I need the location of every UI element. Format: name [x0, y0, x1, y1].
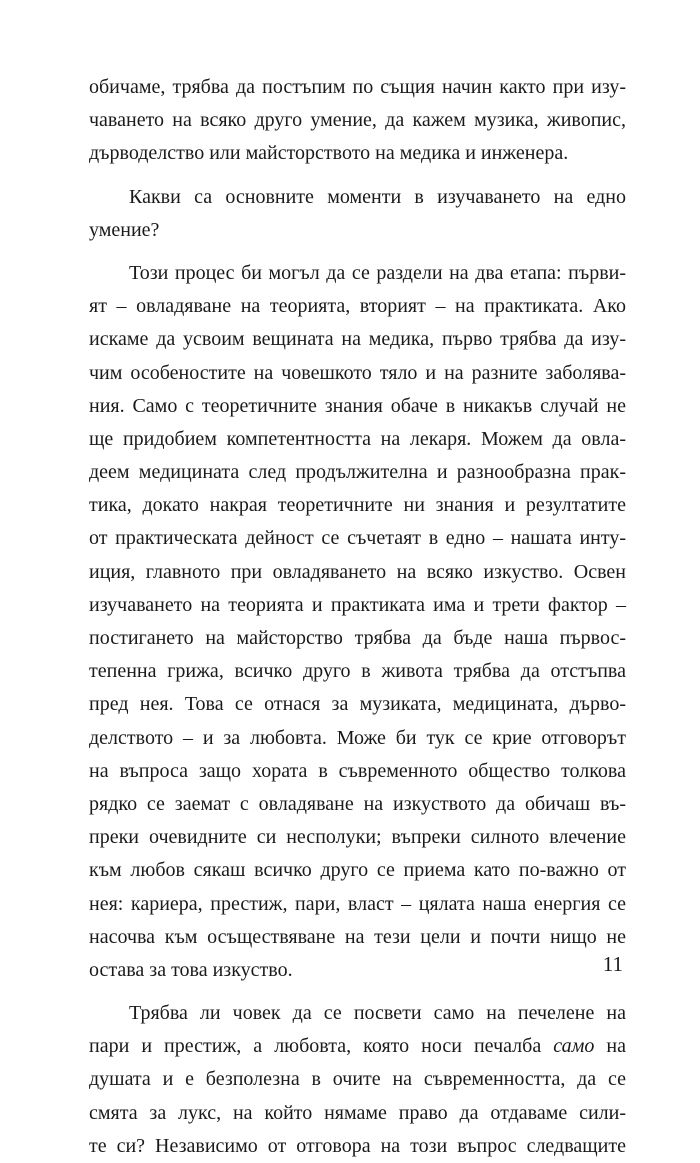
- text-line: рядко се заемат с овладяване на изкуството да обичаш въ-: [89, 792, 626, 815]
- paragraph-1: [89, 71, 626, 171]
- text-line: нея: кариера, престиж, пари, власт – цялата наша енергия се: [89, 892, 626, 915]
- text-run: душата и е безполезна в очите на съвременността, да се: [89, 1068, 626, 1091]
- text-line: остава за това изкуство.: [89, 958, 293, 981]
- text-line: иция, главното при овладяването на всяко изкуство. Освен: [89, 560, 626, 583]
- text-line: [89, 1030, 626, 1063]
- text-line: пред нея. Това се отнася за музиката, медицината, дърво-: [89, 693, 626, 716]
- text-line: към любов сякаш всичко друго се приема като по-важно от: [89, 859, 626, 882]
- text-line: делството – и за любовта. Може би тук се крие отговорът: [89, 726, 626, 749]
- text-run: на: [594, 1035, 626, 1058]
- text-line: чаването на всяко друго умение, да кажем музика, живопис,: [89, 109, 626, 132]
- text-line: ят – овладяване на теорията, вторият – на практиката. Ако: [89, 295, 626, 318]
- text-line: от практическата дейност се съчетаят в едно – нашата инту-: [89, 527, 626, 550]
- text-line: обичаме, трябва да постъпим по същия начин както при изу-: [89, 76, 626, 98]
- text-run: те си? Независимо от отговора на този въпрос следващите: [89, 1134, 626, 1157]
- text-line: [89, 1063, 626, 1096]
- text-line: чим особеностите на човешкото тяло и на разните заболява-: [89, 361, 626, 384]
- text-line: постигането на майсторство трябва да бъде наша първос-: [89, 627, 626, 649]
- text-line: преки очевидните си несполуки; въпреки силното влечение: [89, 826, 626, 849]
- text-line: ния. Само с теоретичните знания обаче в никакъв случай не: [89, 394, 626, 417]
- text-line: [89, 1130, 626, 1163]
- text-line: изучаването на теорията и практиката има и трети фактор –: [89, 593, 626, 616]
- text-line: [89, 1097, 626, 1130]
- text-line: тика, докато накрая теоретичните ни знания и резултатите: [89, 494, 626, 517]
- text-line: умение?: [89, 218, 160, 241]
- text-line: искаме да усвоим вещината на медика, първо трябва да изу-: [89, 328, 626, 351]
- text-run: Трябва ли човек да се посвети само на печелене на: [129, 1002, 626, 1025]
- text-line: Какви са основните моменти в изучаването на едно: [129, 185, 626, 208]
- text-line: дърводелство или майсторството на медика и инженера.: [89, 142, 569, 165]
- text-line: насочва към осъществяване на тези цели и почти нищо не: [89, 925, 626, 948]
- text-run: пари и престиж, а любовта, която носи печалба: [89, 1035, 554, 1058]
- text-line: [89, 997, 626, 1030]
- paragraph-3: [89, 257, 626, 987]
- text-line: Този процес би могъл да се раздели на два етапа: първи-: [129, 261, 626, 284]
- paragraph-2: [89, 181, 626, 247]
- text-line: деем медицината след продължителна и разнообразна прак-: [89, 461, 626, 484]
- emphasized-word: само: [553, 1035, 595, 1058]
- text-run: смята за лукс, на който нямаме право да отдаваме сили-: [89, 1101, 626, 1124]
- text-line: ще придобием компетентността на лекаря. Можем да овла-: [89, 427, 626, 450]
- text-column: [89, 71, 626, 1163]
- text-line: тепенна грижа, всичко друго в живота трябва да отстъпва: [89, 660, 626, 683]
- paragraph-4: [89, 997, 626, 1163]
- page-number: 11: [602, 952, 623, 976]
- text-line: на въпроса защо хората в съвременното общество толкова: [89, 759, 626, 782]
